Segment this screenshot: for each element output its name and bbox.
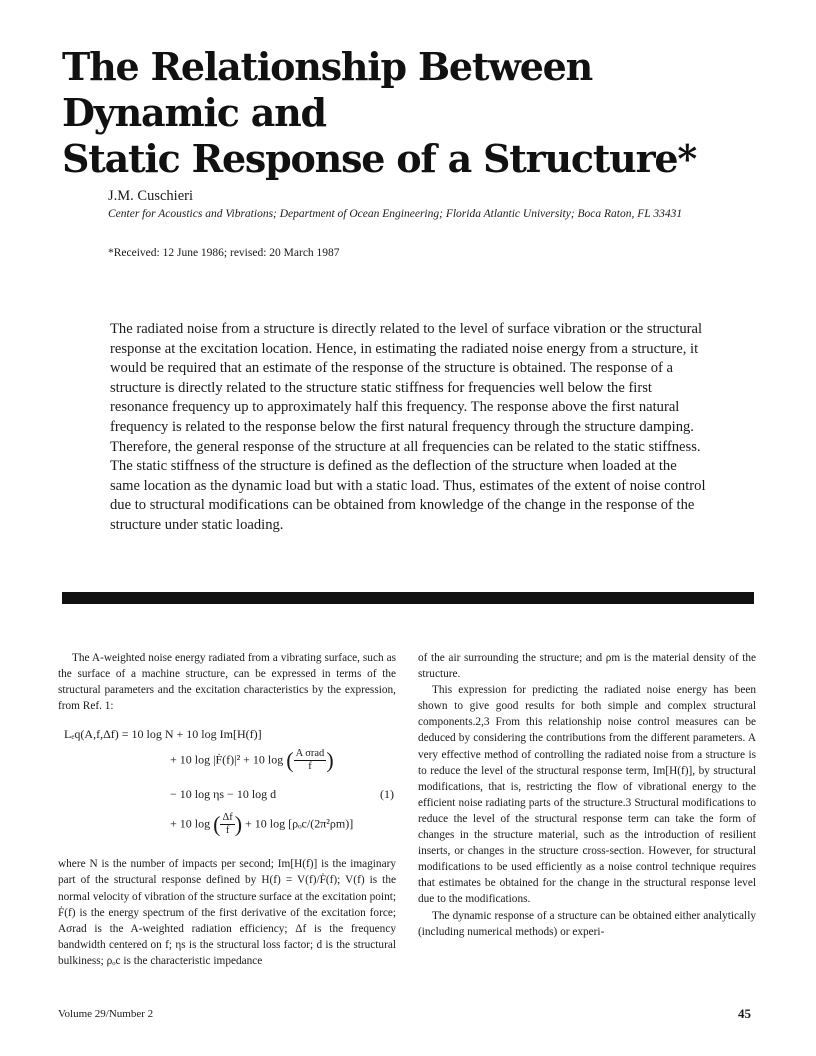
title-line-1: The Relationship Between Dynamic and — [62, 44, 593, 135]
equation-fraction-radiation: $\frac{\text{A σrad}}{f}$ — [295, 748, 325, 773]
equation-line-1: Lₑq(A,f,Δf) = 10 log N + 10 log Im[H(f)] — [64, 727, 262, 742]
equation-line-4: + 10 log ( $\frac{\Delta f}{f}$ ) + 10 log [ρₒc/(2π²ρm)] — [170, 811, 354, 837]
equation-line-2: + 10 log |Ḟ(f)|² + 10 log ( $\frac{\text{A σrad}}{f}$ ) — [170, 747, 334, 773]
journal-volume: Volume 29/Number 2 — [58, 1008, 154, 1020]
abstract: The radiated noise from a structure is directly related to the level of surface vibration or the structural response at the excitation location. Hence, in estimating the radiated noise energy from a structure, it would be required that an estimate of the response of the structure is obtained. The response of a structure is directly related to the structure static stiffness for frequencies well below the first resonance frequency up to approximately half this frequency. The response above the first natural frequency is related to the response below the first natural frequency through the structure damping. Therefore, the general response of the structure at all frequencies can be related to the static stiffness. The static stiffness of the structure is defined as the deflection of the structure when loaded at the same location as the dynamic load but with a static load. Thus, estimates of the extent of noise control due to structural modifications can be obtained from knowledge of the change in the response of the structure under static loading. — [110, 321, 706, 533]
equation-line-3: − 10 log ηs − 10 log d — [170, 787, 277, 802]
equation-1 — [58, 724, 396, 846]
section-divider — [62, 592, 754, 604]
article-title — [62, 44, 762, 182]
intro-paragraph: The A-weighted noise energy radiated from a vibrating surface, such as the surface of a machine structure, can be expressed in terms of the structural parameters and the excitation characteristics by the expression, from Ref. 1: — [58, 652, 396, 713]
equation-line-4-text: + 10 log — [170, 816, 211, 831]
page-number: 45 — [738, 1006, 751, 1021]
body-column-right — [418, 650, 756, 940]
author-name: J.M. Cuschieri — [108, 188, 193, 204]
equation-number: (1) — [380, 787, 394, 802]
equation-line-4-impedance: + 10 log [ρₒc/(2π²ρm)] — [245, 816, 354, 831]
definitions-paragraph: where N is the number of impacts per second; Im[H(f)] is the imaginary part of the structural response defined by H(f) = V(f)/Ḟ(f); V(f) is the normal velocity of vibration of the structure surface at the excitation point; Ḟ(f) is the energy spectrum of the first derivative of the excitation force; Aσrad is the A-weighted radiation efficiency; Δf is the frequency bandwidth centered on f; ηs is the structural loss factor; d is the structural bulkiness; ρₒc is the characteristic impedance — [58, 858, 396, 967]
title-line-2: Static Response of a Structure* — [62, 136, 697, 181]
equation-line-2-text: + 10 log |Ḟ(f)|² + 10 log — [170, 752, 284, 767]
author-affiliation: Center for Acoustics and Vibrations; Department of Ocean Engineering; Florida Atlantic University; Boca Raton, FL 33431 — [108, 208, 683, 220]
dynamic-response-paragraph: The dynamic response of a structure can be obtained either analytically (including numerical methods) or experi- — [418, 909, 756, 938]
received-dates: *Received: 12 June 1986; revised: 20 March 1987 — [108, 247, 340, 259]
noise-control-paragraph: This expression for predicting the radiated noise energy has been shown to give good results for both simple and complex structural components.2,3 From this relationship noise control measures can be deduced by considering the contributions from the different parameters. A very effective method of controlling the radiated noise from a structure is to reduce the level of the structural response term, Im[H(f)], by structural modifications, that is, restricting the flow of vibrational energy to the efficient noise radiating parts of the structure.3 Structural modifications to reduce the level of the structural response term can take the form of changes in the structure material, such as the introduction of resilient inserts, or changes in the structure cross-section. However, for structural modifications to be used efficiently as a noise control technique requires that estimates be obtained for the change in the structural response level due to the modifications. — [418, 684, 756, 906]
equation-fraction-bandwidth: $\frac{\Delta f}{f}$ — [222, 812, 233, 837]
body-column-left — [58, 650, 396, 969]
continuation-paragraph: of the air surrounding the structure; and ρm is the material density of the structure. — [418, 652, 756, 681]
